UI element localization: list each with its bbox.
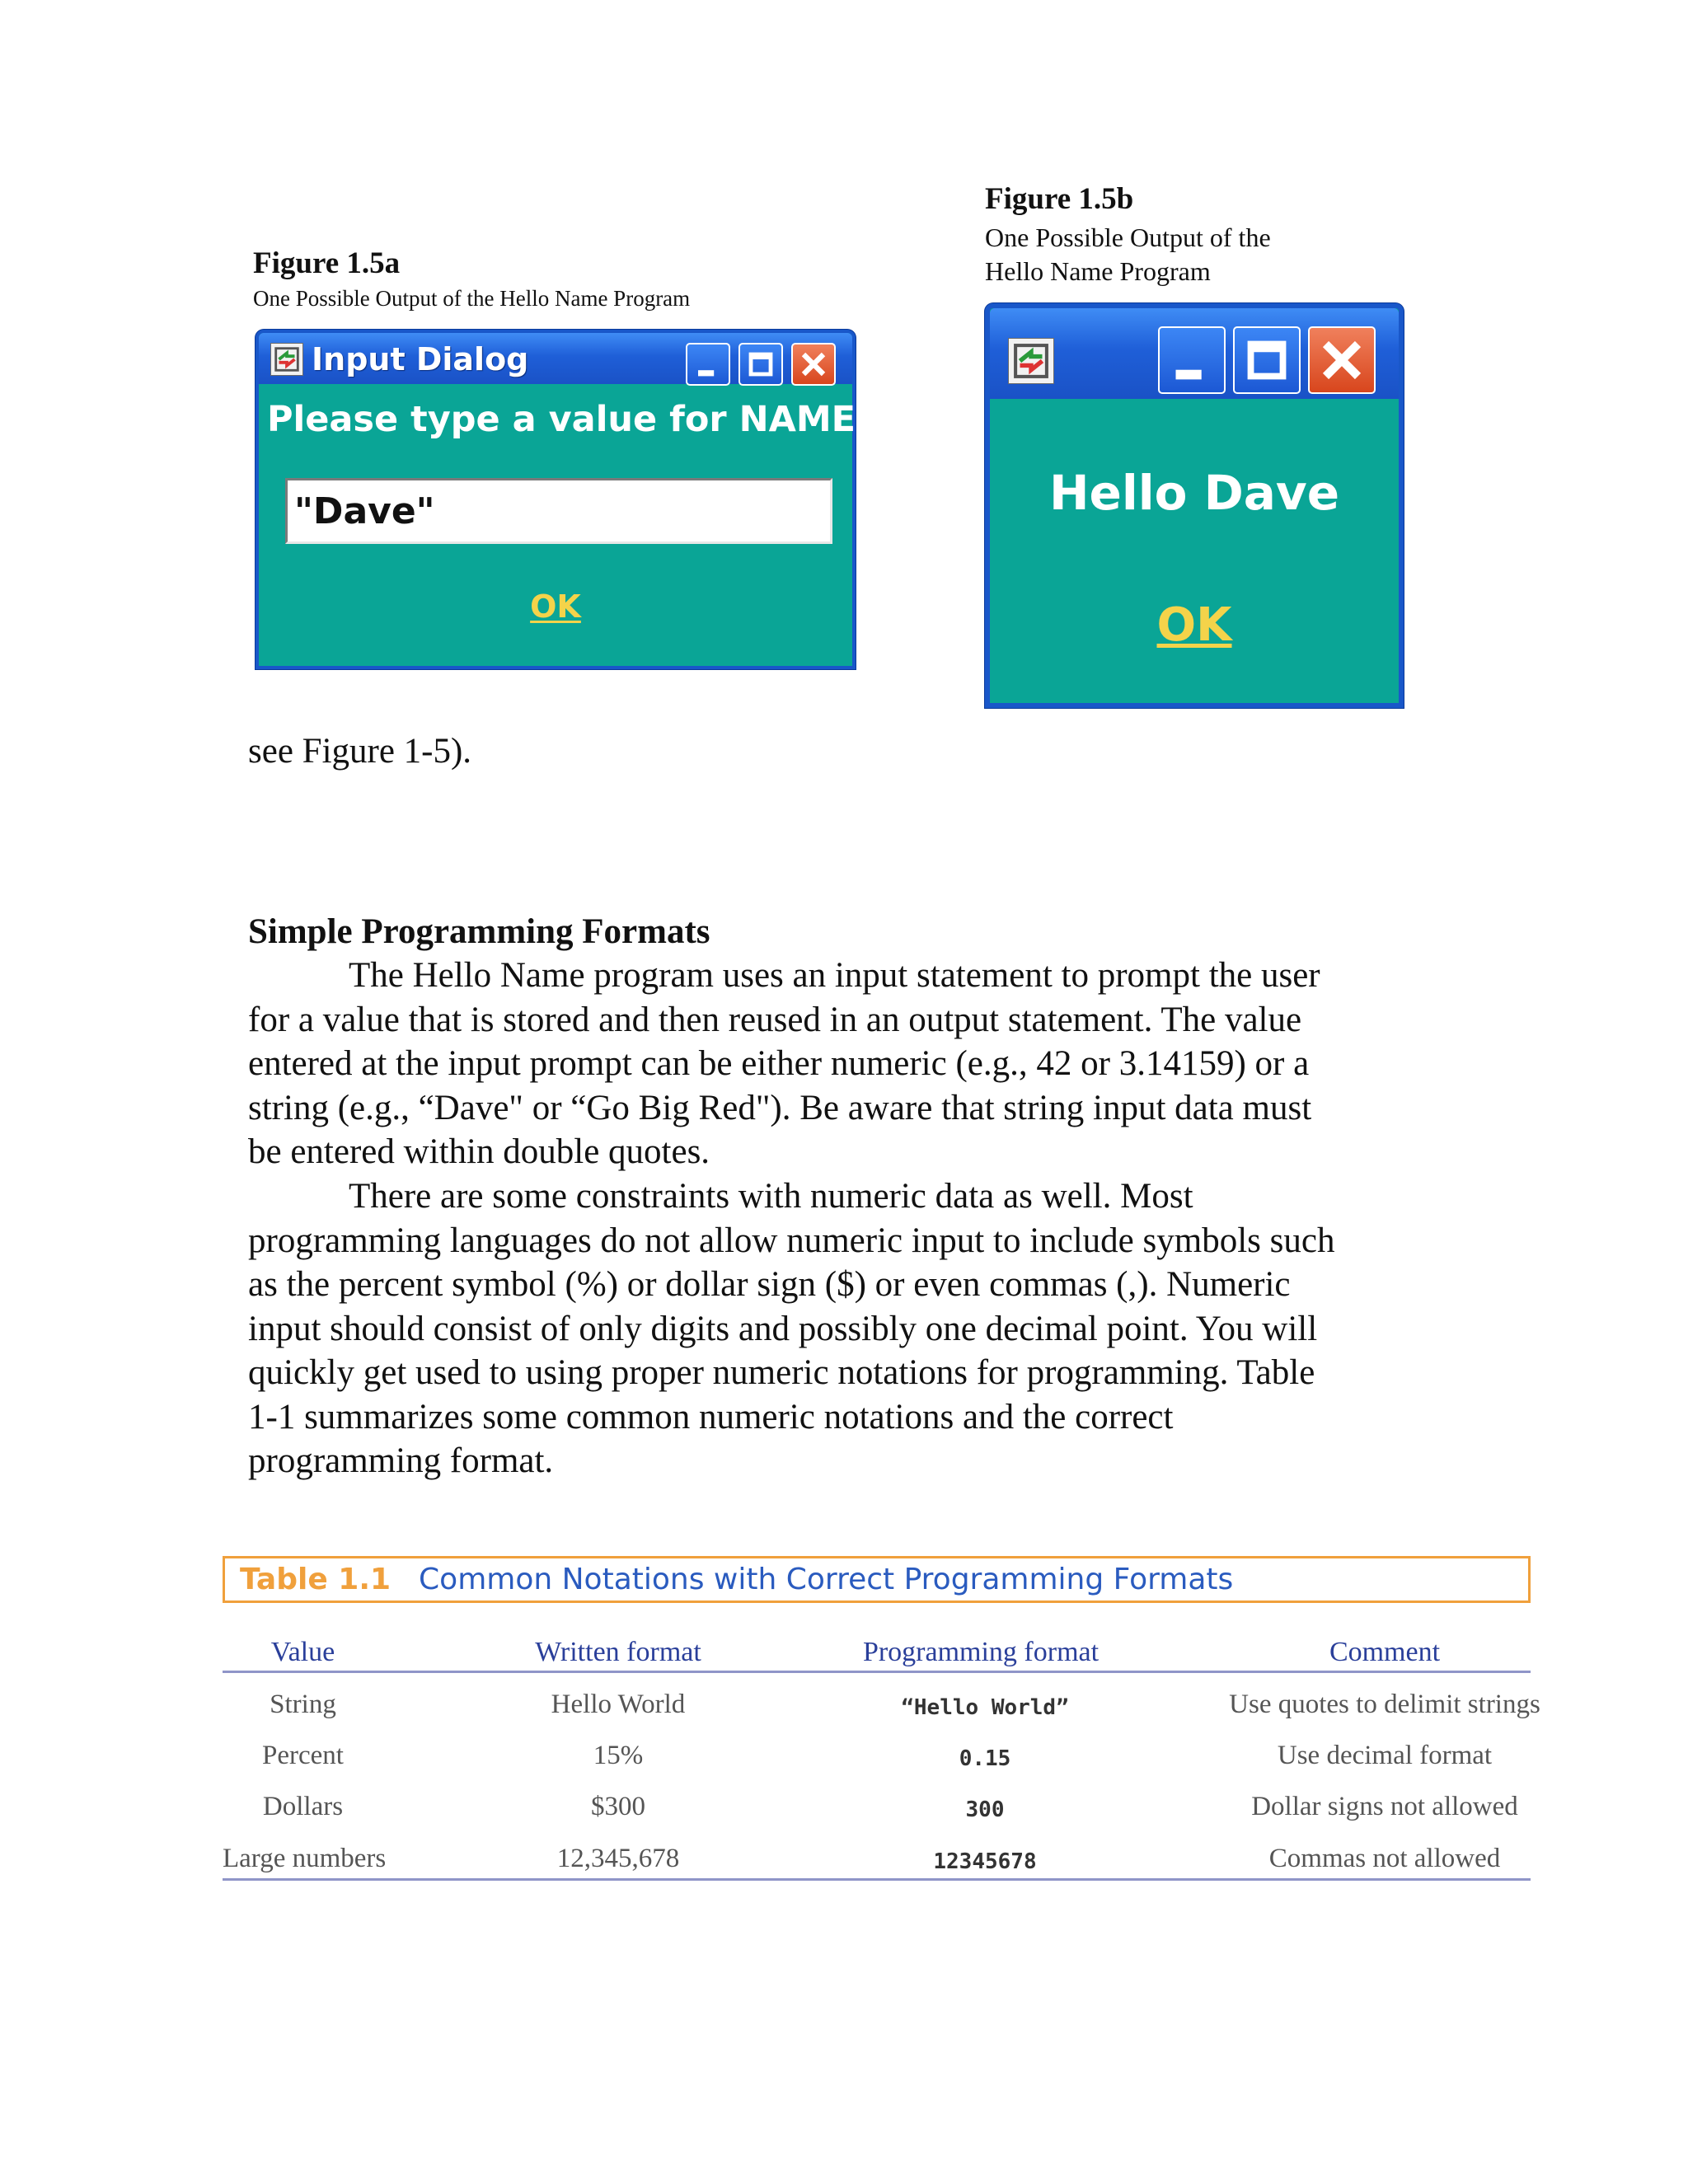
input-dialog-window <box>256 330 870 669</box>
maximize-button[interactable] <box>738 343 783 386</box>
java-app-icon <box>270 343 303 376</box>
paragraph-line: string (e.g., “Dave" or “Go Big Red"). Be aware that string input data must <box>248 1088 1312 1127</box>
close-icon <box>793 344 834 384</box>
cell-written: $300 <box>591 1792 645 1821</box>
close-icon <box>1310 328 1374 392</box>
cell-value: Large numbers <box>223 1844 387 1873</box>
paragraph-line: quickly get used to using proper numeric notations for programming. Table <box>248 1353 1315 1392</box>
ok-button[interactable]: OK <box>1156 598 1232 652</box>
cell-comment: Dollar signs not allowed <box>1251 1792 1518 1821</box>
paragraph-line: programming format. <box>248 1441 554 1480</box>
maximize-icon <box>740 344 781 384</box>
table-caption-banner <box>223 1556 1531 1603</box>
cell-value: String <box>270 1690 336 1719</box>
cell-programming: “Hello World” <box>901 1695 1069 1720</box>
header-programming-format: Programming format <box>862 1637 1100 1667</box>
maximize-icon <box>1235 328 1299 392</box>
paragraph-line: as the percent symbol (%) or dollar sign ($) or even commas (,). Numeric <box>248 1265 1291 1304</box>
paragraph-1 <box>248 954 1451 1174</box>
cell-comment: Use decimal format <box>1277 1741 1493 1770</box>
paragraph-line: for a value that is stored and then reused in an output statement. The value <box>248 1000 1302 1039</box>
minimize-icon <box>687 344 729 384</box>
paragraph-line: 1-1 summarizes some common numeric notations and the correct <box>248 1397 1174 1436</box>
paragraph-line: The Hello Name program uses an input statement to prompt the user <box>349 956 1320 995</box>
output-dialog-titlebar[interactable] <box>990 308 1399 399</box>
paragraph-line: input should consist of only digits and possibly one decimal point. You will <box>248 1309 1318 1348</box>
minimize-button[interactable] <box>686 343 730 386</box>
cell-written: Hello World <box>551 1690 686 1719</box>
close-button[interactable] <box>1308 326 1376 394</box>
section-heading: Simple Programming Formats <box>248 912 710 951</box>
paragraph-line: entered at the input prompt can be either numeric (e.g., 42 or 3.14159) or a <box>248 1044 1310 1083</box>
input-dialog-titlebar[interactable] <box>259 333 852 384</box>
cell-programming: 300 <box>965 1797 1005 1822</box>
hello-message: Hello Dave <box>1048 465 1340 521</box>
table-label: Table 1.1 <box>240 1563 392 1596</box>
minimize-button[interactable] <box>1158 326 1226 394</box>
maximize-button[interactable] <box>1233 326 1301 394</box>
paragraph-line: There are some constraints with numeric data as well. Most <box>349 1177 1193 1216</box>
figure-b-caption-line2: Hello Name Program <box>985 256 1211 286</box>
figure-a-caption: One Possible Output of the Hello Name Program <box>253 286 691 311</box>
close-button[interactable] <box>791 343 836 386</box>
paragraph-line: programming languages do not allow numeric input to include symbols such <box>248 1221 1335 1260</box>
header-comment: Comment <box>1329 1637 1441 1667</box>
ok-button[interactable]: OK <box>530 588 581 625</box>
cell-written: 12,345,678 <box>556 1844 680 1873</box>
figure-a-title: Figure 1.5a <box>253 246 401 280</box>
input-dialog-title: Input Dialog <box>312 341 529 377</box>
cell-written: 15% <box>593 1741 644 1770</box>
cell-programming: 12345678 <box>933 1849 1037 1874</box>
cell-programming: 0.15 <box>959 1746 1011 1771</box>
header-written-format: Written format <box>535 1637 701 1667</box>
table-caption: Common Notations with Correct Programming Formats <box>419 1563 1234 1596</box>
header-rule <box>223 1671 1531 1673</box>
name-input-field[interactable]: "Dave" <box>285 478 832 544</box>
name-prompt: Please type a value for NAME: <box>267 399 870 440</box>
paragraph-line: be entered within double quotes. <box>248 1132 710 1171</box>
java-app-icon <box>1008 338 1054 384</box>
cell-value: Dollars <box>262 1792 344 1821</box>
table-bottom-rule <box>223 1878 1531 1881</box>
figure-b-caption-line1: One Possible Output of the <box>985 223 1271 252</box>
see-figure-text: see Figure 1-5). <box>248 732 472 771</box>
minimize-icon <box>1160 328 1224 392</box>
cell-comment: Use quotes to delimit strings <box>1229 1690 1540 1719</box>
cell-comment: Commas not allowed <box>1268 1844 1501 1873</box>
cell-value: Percent <box>262 1741 344 1770</box>
header-value: Value <box>270 1637 335 1667</box>
figure-b-title: Figure 1.5b <box>985 182 1134 216</box>
paragraph-2 <box>248 1174 1451 1483</box>
output-dialog-window <box>985 303 1404 708</box>
